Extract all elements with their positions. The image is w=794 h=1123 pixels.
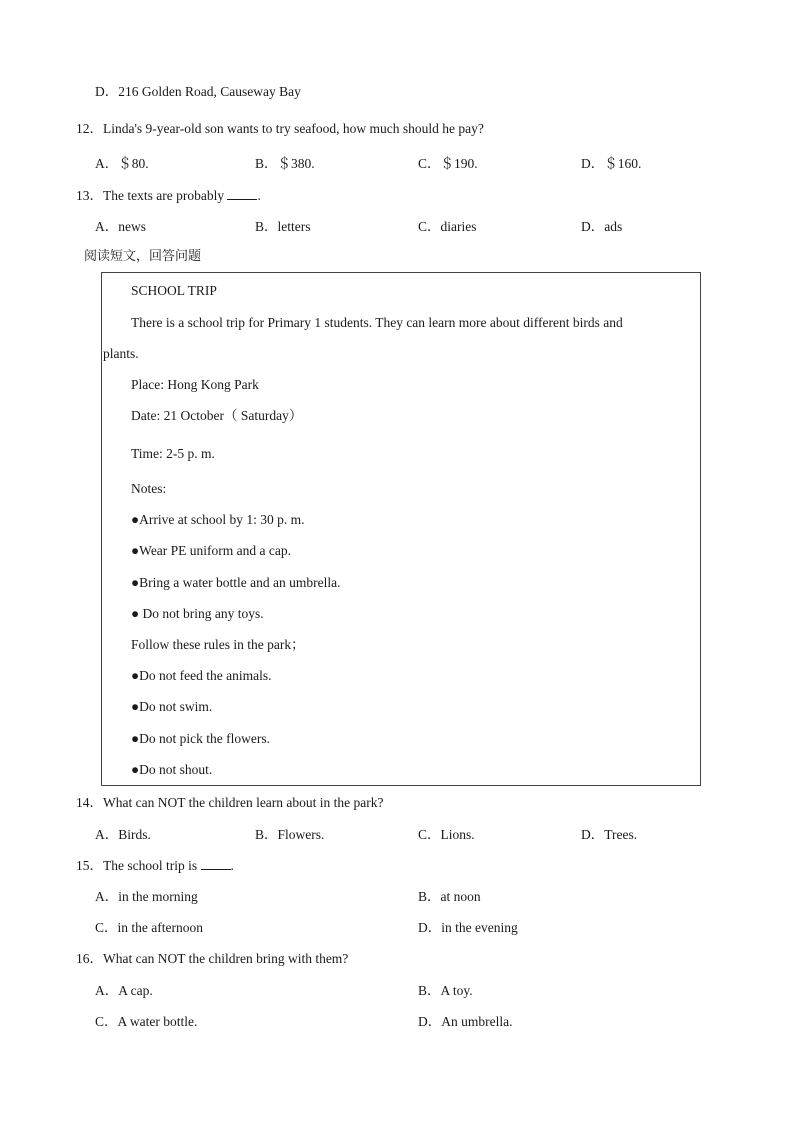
passage-box bbox=[101, 272, 701, 786]
q14-question: 14．What can NOT the children learn about in the park? bbox=[76, 795, 384, 810]
q15-option-d: D．in the evening bbox=[418, 920, 518, 935]
note-item: ● Do not bring any toys. bbox=[131, 606, 264, 621]
q14-option-d: D．Trees. bbox=[581, 827, 638, 842]
rule-item: ●Do not feed the animals. bbox=[131, 668, 272, 683]
q15-question-end: . bbox=[230, 858, 234, 873]
answer-blank bbox=[201, 858, 231, 870]
q12-option-d: D．＄160. bbox=[581, 156, 642, 171]
passage-place: Place: Hong Kong Park bbox=[131, 377, 259, 392]
q14-option-a: A．Birds. bbox=[95, 827, 151, 842]
note-item: ●Wear PE uniform and a cap. bbox=[131, 543, 292, 558]
passage-notes-label: Notes: bbox=[131, 481, 167, 496]
q16-option-c: C．A water bottle. bbox=[95, 1014, 198, 1029]
q15-question-text: 15．The school trip is bbox=[76, 858, 198, 873]
passage-date: Date: 21 October（ Saturday） bbox=[131, 408, 303, 423]
q14-option-b: B．Flowers. bbox=[255, 827, 325, 842]
q12-option-c: C．＄190. bbox=[418, 156, 478, 171]
rule-item: ●Do not shout. bbox=[131, 762, 213, 777]
section-heading: 阅读短文，回答问题 bbox=[84, 249, 202, 264]
q13-question-end: . bbox=[257, 188, 261, 203]
q15-option-c: C．in the afternoon bbox=[95, 920, 203, 935]
q12-question: 12．Linda's 9-year-old son wants to try seafood, how much should he pay? bbox=[76, 121, 484, 136]
q13-option-b: B．letters bbox=[255, 219, 311, 234]
note-item: ●Bring a water bottle and an umbrella. bbox=[131, 575, 341, 590]
rule-item: ●Do not pick the flowers. bbox=[131, 731, 271, 746]
note-item: ●Arrive at school by 1: 30 p. m. bbox=[131, 512, 305, 527]
q13-question-text: 13．The texts are probably bbox=[76, 188, 225, 203]
q15-option-b: B．at noon bbox=[418, 889, 481, 904]
q15-option-a: A．in the morning bbox=[95, 889, 198, 904]
passage-intro-line1: There is a school trip for Primary 1 students. They can learn more about different birds and bbox=[131, 315, 623, 330]
passage-title: SCHOOL TRIP bbox=[131, 283, 217, 298]
q16-option-a: A．A cap. bbox=[95, 983, 153, 998]
q16-option-b: B．A toy. bbox=[418, 983, 473, 998]
answer-blank bbox=[227, 188, 257, 200]
q13-option-d: D．ads bbox=[581, 219, 623, 234]
q12-option-a: A．＄80. bbox=[95, 156, 149, 171]
q16-question: 16．What can NOT the children bring with them? bbox=[76, 951, 349, 966]
q13-question bbox=[76, 188, 261, 204]
q12-option-b: B．＄380. bbox=[255, 156, 315, 171]
rule-item: ●Do not swim. bbox=[131, 699, 213, 714]
q13-option-c: C．diaries bbox=[418, 219, 477, 234]
q11-option-d: D．216 Golden Road, Causeway Bay bbox=[95, 84, 301, 99]
q15-question bbox=[76, 858, 234, 874]
passage-intro-line2: plants. bbox=[103, 346, 139, 361]
q16-option-d: D．An umbrella. bbox=[418, 1014, 513, 1029]
q14-option-c: C．Lions. bbox=[418, 827, 475, 842]
passage-rules-label: Follow these rules in the park； bbox=[131, 637, 305, 652]
passage-time: Time: 2-5 p. m. bbox=[131, 446, 215, 461]
q13-option-a: A．news bbox=[95, 219, 146, 234]
